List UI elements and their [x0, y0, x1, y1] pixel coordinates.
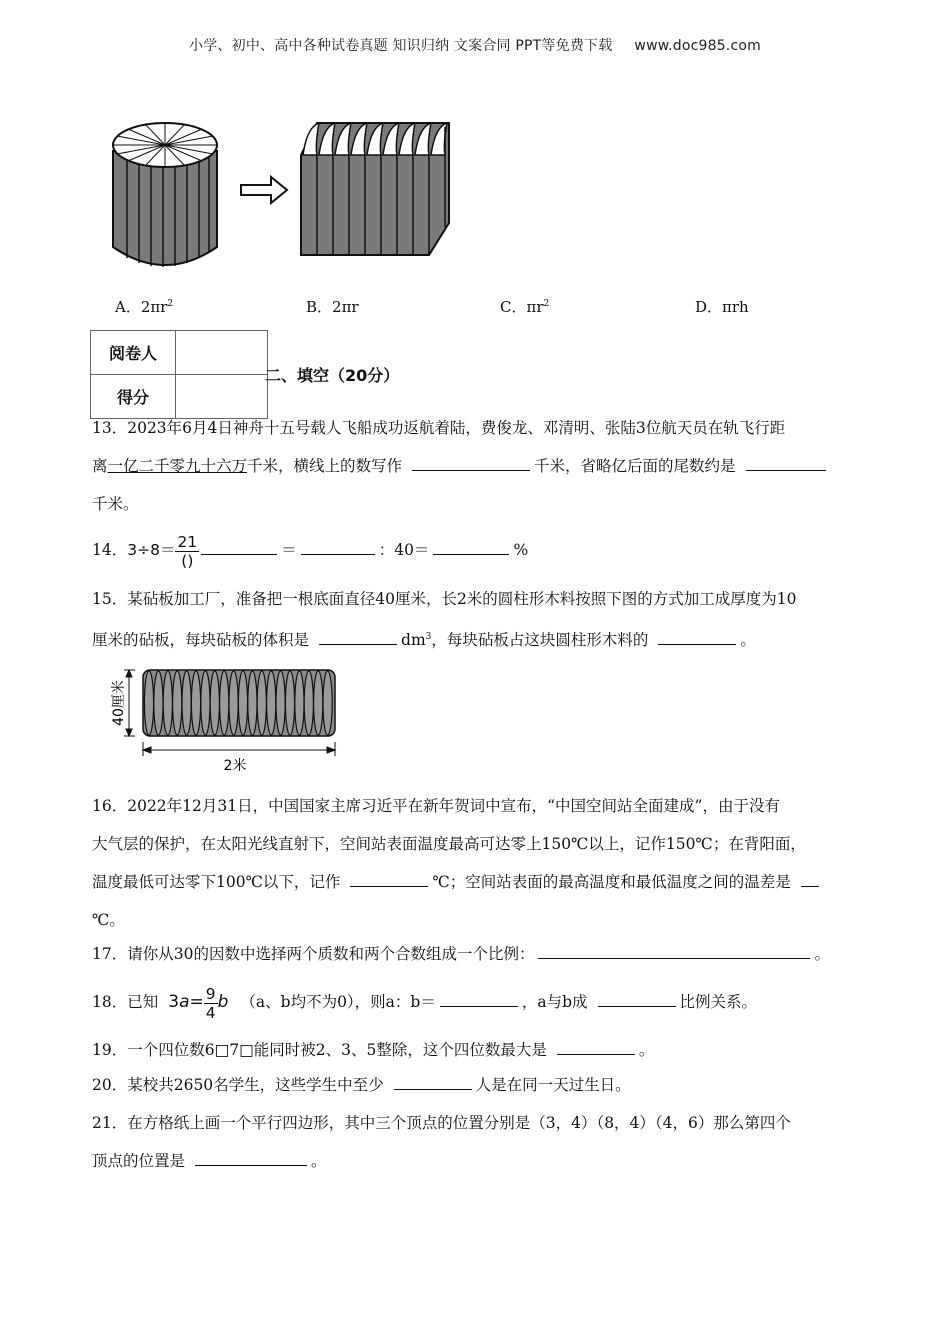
- slice-shape: [220, 671, 229, 735]
- grader-cell[interactable]: [176, 331, 268, 375]
- slice-shape: [229, 671, 238, 735]
- slice-shape: [323, 671, 332, 735]
- question-14: 14．3÷8＝ $\frac{21}{()}$ ＝ ：40＝ %: [92, 532, 529, 570]
- q14-blank-2[interactable]: [301, 536, 375, 555]
- question-18: 18．已知 3a= $\frac{9}{4}$ b （a、b均不为0），则a：b＝ ，a与b成 比例关系。: [92, 984, 758, 1022]
- slice-shape: [304, 671, 313, 735]
- score-table: [90, 330, 268, 419]
- slice-shape: [163, 671, 172, 735]
- slice-shape: [257, 671, 266, 735]
- q15-blank-volume[interactable]: [319, 626, 397, 645]
- q18-blank-ratio[interactable]: [440, 988, 518, 1007]
- q14-blank-3[interactable]: [433, 536, 509, 555]
- question-20: 20．某校共2650名学生，这些学生中至少 人是在同一天过生日。: [92, 1066, 892, 1104]
- grader-label: 阅卷人: [91, 331, 176, 375]
- q19-blank[interactable]: [557, 1036, 635, 1055]
- slice-shape: [285, 671, 294, 735]
- slice-shape: [314, 671, 323, 735]
- arrow-right-icon: [241, 177, 287, 203]
- slice-shape: [210, 671, 219, 735]
- q13-blank-approx[interactable]: [746, 452, 826, 471]
- slice-shape: [154, 671, 163, 735]
- slice-shape: [276, 671, 285, 735]
- question-17: 17．请你从30的因数中选择两个质数和两个合数组成一个比例： 。: [92, 935, 892, 973]
- q14-blank-1[interactable]: [201, 536, 277, 555]
- slice-shape: [201, 671, 210, 735]
- option-a[interactable]: A．$2\pi r^2$: [115, 298, 174, 316]
- cylinder-shape: [113, 123, 217, 267]
- slice-shape: [182, 671, 191, 735]
- log-cylinder-shape: [143, 670, 335, 736]
- q21-blank[interactable]: [195, 1147, 307, 1166]
- log-slices-figure: [105, 664, 345, 776]
- score-label: 得分: [91, 375, 176, 419]
- q18-blank-type[interactable]: [598, 988, 676, 1007]
- cylinder-rearrangement-figure: [105, 115, 455, 275]
- option-d[interactable]: D．πrh: [695, 298, 749, 316]
- q16-blank-diff[interactable]: [801, 868, 819, 887]
- slice-shape: [191, 671, 200, 735]
- section-title: 二、填空（20分）: [265, 366, 400, 385]
- q20-blank[interactable]: [394, 1071, 472, 1090]
- rearranged-slices-shape: [301, 123, 449, 255]
- q16-blank-temp[interactable]: [350, 868, 428, 887]
- height-label: 40厘米: [111, 680, 127, 726]
- header-text: 小学、初中、高中各种试卷真题 知识归纳 文案合同 PPT等免费下载: [189, 38, 613, 54]
- slice-shape: [267, 671, 276, 735]
- slice-shape: [144, 671, 153, 735]
- slice-shape: [295, 671, 304, 735]
- q18-fraction: $\frac{9}{4}$: [205, 984, 216, 1022]
- question-19: 19．一个四位数6□7□能同时被2、3、5整除，这个四位数最大是 。: [92, 1031, 892, 1069]
- header-url[interactable]: www.doc985.com: [634, 38, 761, 54]
- slice-shape: [173, 671, 182, 735]
- q17-blank[interactable]: [538, 940, 810, 959]
- option-b[interactable]: B．2πr: [306, 298, 359, 316]
- option-c[interactable]: C．$\pi r^2$: [500, 298, 550, 316]
- question-15: 15．某砧板加工厂，准备把一根底面直径40厘米，长2米的圆柱形木料按照下图的方式加工成厚度为10 厘米的砧板，每块砧板的体积是 $dm^3$，每块砧板占这块圆柱形木料的 。: [92, 590, 797, 650]
- slice-shape: [238, 671, 247, 735]
- question-16: 16．2022年12月31日，中国国家主席习近平在新年贺词中宣布，“中国空间站全面建成”，由于没有 大气层的保护，在太阳光线直射下，空间站表面温度最高可达零上150℃以上，记作150℃；在背阳面， 温度最低可达零下100℃以下，记作 ℃；空间站表面的最高温度和最低温度之间的温差是 ℃。: [92, 787, 892, 939]
- q15-blank-fraction[interactable]: [658, 626, 736, 645]
- q14-fraction: $\frac{21}{()}$: [177, 532, 198, 570]
- question-21: 21．在方格纸上画一个平行四边形，其中三个顶点的位置分别是（3，4）（8，4）（4，6）那么第四个 顶点的位置是 。: [92, 1114, 791, 1170]
- question-13: 13．2023年6月4日神舟十五号载人飞船成功返航着陆，费俊龙、邓清明、张陆3位航天员在轨飞行距 离一亿二千零九十六万千米，横线上的数写作 千米，省略亿后面的尾数约是 千米。: [92, 409, 892, 523]
- page-header: [0, 35, 950, 55]
- q13-blank-number[interactable]: [412, 452, 530, 471]
- slice-shape: [248, 671, 257, 735]
- length-label: 2米: [223, 758, 247, 774]
